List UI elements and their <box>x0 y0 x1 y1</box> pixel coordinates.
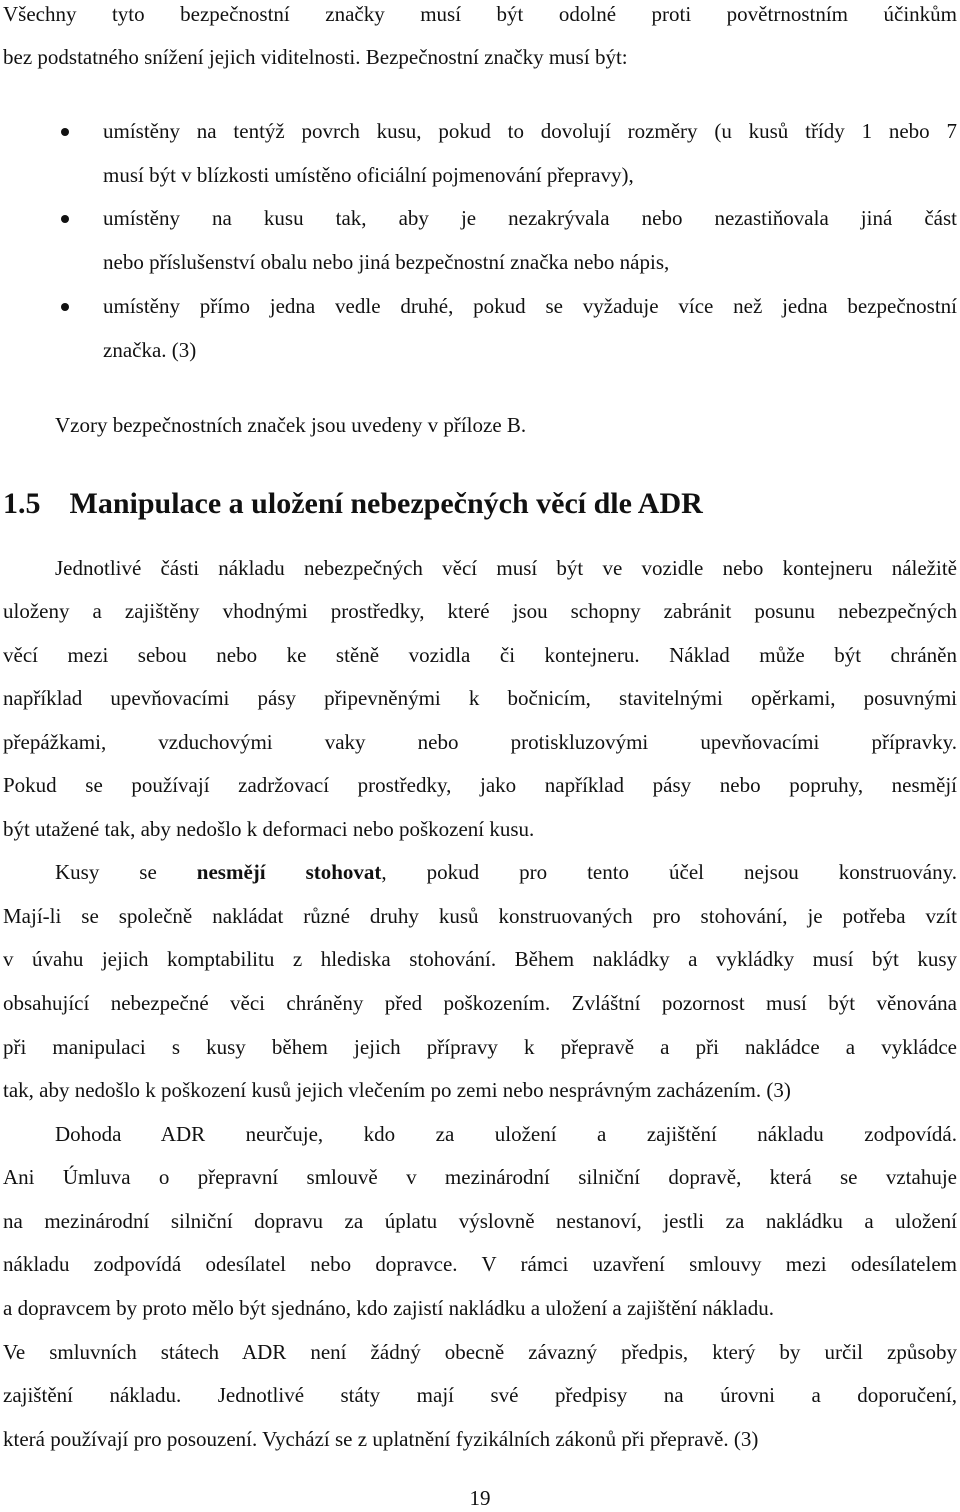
section-title: Manipulace a uložení nebezpečných věcí dle ADR <box>69 487 703 520</box>
paragraph-1-line-6: Pokud se používají zadržovací prostředky, jako například pásy nebo popruhy, nesmějí <box>3 773 957 797</box>
intro-line-2: bez podstatného snížení jejich viditelnosti. Bezpečnostní značky musí být: <box>3 45 628 69</box>
bullet-1-line-1: umístěny na tentýž povrch kusu, pokud to dovolují rozměry (u kusů třídy 1 nebo 7 <box>103 119 957 143</box>
section-heading <box>3 484 703 524</box>
paragraph-2-line-3: v úvahu jejich komptabilitu z hlediska stohování. Během nakládky a vykládky musí být kusy <box>3 947 957 971</box>
paragraph-3-line-2: Ani Úmluva o přepravní smlouvě v mezinárodní silniční dopravě, která se vztahuje <box>3 1165 957 1189</box>
paragraph-1-line-2: uloženy a zajištěny vhodnými prostředky, které jsou schopny zabránit posunu nebezpečných <box>3 599 957 623</box>
paragraph-2-bold: nesmějí stohovat <box>196 860 382 884</box>
paragraph-1-line-7: být utažené tak, aby nedošlo k deformaci nebo poškození kusu. <box>3 817 535 841</box>
paragraph-2-line-1 <box>55 858 957 886</box>
paragraph-3-line-7: zajištění nákladu. Jednotlivé státy mají své předpisy na úrovni a doporučení, <box>3 1383 957 1407</box>
paragraph-3-line-8: která používají pro posouzení. Vychází se z uplatnění fyzikálních zákonů při přepravě. (3) <box>3 1427 759 1451</box>
bullet-1-line-2: musí být v blízkosti umístěno oficiální pojmenování přepravy), <box>103 163 634 187</box>
intro-line-1: Všechny tyto bezpečnostní značky musí být odolné proti povětrnostním účinkům <box>3 2 957 26</box>
paragraph-1-line-3: věcí mezi sebou nebo ke stěně vozidla či kontejneru. Náklad může být chráněn <box>3 643 957 667</box>
paragraph-2-line-4: obsahující nebezpečné věci chráněny před poškozením. Zvláštní pozornost musí být věnována <box>3 991 957 1015</box>
bullet-icon <box>61 215 69 223</box>
bullet-icon <box>61 303 69 311</box>
paragraph-2-prefix: Kusy se <box>55 860 197 884</box>
paragraph-3-line-6: Ve smluvních státech ADR není žádný obecně závazný předpis, který by určil způsoby <box>3 1340 957 1364</box>
paragraph-2-suffix: , pokud pro tento účel nejsou konstruovány. <box>381 860 957 884</box>
paragraph-2-line-2: Mají-li se společně nakládat různé druhy kusů konstruovaných pro stohování, je potřeba vzít <box>3 904 957 928</box>
section-number: 1.5 <box>3 487 41 520</box>
paragraph-3-line-1: Dohoda ADR neurčuje, kdo za uložení a zajištění nákladu zodpovídá. <box>55 1122 957 1146</box>
bullet-icon <box>61 128 69 136</box>
paragraph-1-line-4: například upevňovacími pásy připevněnými k bočnicím, stavitelnými opěrkami, posuvnými <box>3 686 957 710</box>
paragraph-3-line-3: na mezinárodní silniční dopravu za úplatu výslovně nestanoví, jestli za nakládku a uložení <box>3 1209 957 1233</box>
paragraph-3-line-5: a dopravcem by proto mělo být sjednáno, kdo zajistí nakládku a uložení a zajištění nákladu. <box>3 1296 774 1320</box>
bullet-3-line-2: značka. (3) <box>103 338 197 362</box>
paragraph-2-line-5: při manipulaci s kusy během jejich přípravy k přepravě a při nakládce a vykládce <box>3 1035 957 1059</box>
paragraph-3-line-4: nákladu zodpovídá odesílatel nebo dopravce. V rámci uzavření smlouvy mezi odesílatelem <box>3 1252 957 1276</box>
annex-note: Vzory bezpečnostních značek jsou uvedeny v příloze B. <box>55 413 527 437</box>
page-number: 19 <box>469 1486 491 1510</box>
paragraph-2-line-6: tak, aby nedošlo k poškození kusů jejich vlečením po zemi nebo nesprávným zacházením. (3) <box>3 1078 791 1102</box>
paragraph-1-line-5: přepážkami, vzduchovými vaky nebo protiskluzovými upevňovacími přípravky. <box>3 730 957 754</box>
bullet-2-line-1: umístěny na kusu tak, aby je nezakrývala nebo nezastiňovala jiná část <box>103 206 957 230</box>
bullet-3-line-1: umístěny přímo jedna vedle druhé, pokud se vyžaduje více než jedna bezpečnostní <box>103 294 957 318</box>
bullet-2-line-2: nebo příslušenství obalu nebo jiná bezpečnostní značka nebo nápis, <box>103 250 670 274</box>
paragraph-1-line-1: Jednotlivé části nákladu nebezpečných věcí musí být ve vozidle nebo kontejneru náležitě <box>55 556 957 580</box>
